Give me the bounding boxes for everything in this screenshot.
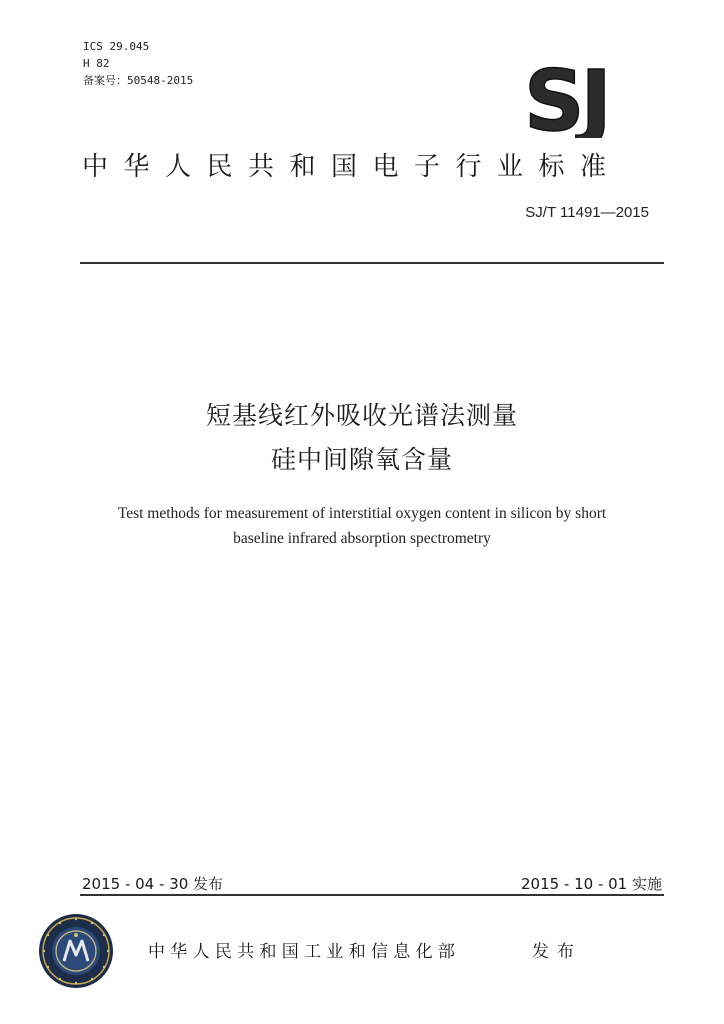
publish-date: 2015 - 04 - 30 发布 — [82, 875, 224, 893]
divider-bottom — [80, 894, 664, 896]
ics-code: ICS 29.045 — [83, 40, 150, 53]
sj-logo-icon — [520, 60, 636, 142]
standard-body-title: 中华人民共和国电子行业标准 — [82, 152, 622, 182]
issue-label: 发布 — [532, 942, 582, 962]
category-code: H 82 — [83, 57, 110, 70]
title-zh-line1: 短基线红外吸收光谱法测量 — [205, 401, 518, 430]
classification-block — [83, 38, 193, 89]
title-en-line1: Test methods for measurement of interstitial oxygen content in silicon by short — [117, 505, 607, 522]
title-zh-line2: 硅中间隙氧含量 — [270, 445, 453, 474]
effective-date: 2015 - 10 - 01 实施 — [520, 875, 662, 893]
title-en — [60, 501, 664, 551]
filing-number: 备案号：50548-2015 — [83, 74, 194, 87]
ministry-seal-icon — [38, 913, 114, 989]
divider-top — [80, 262, 664, 264]
standard-code: SJ/T 11491—2015 — [525, 204, 649, 221]
title-en-line2: baseline infrared absorption spectrometry — [233, 530, 491, 547]
issuer-name: 中华人民共和国工业和信息化部 — [148, 942, 461, 962]
svg-text:SJ: SJ — [524, 60, 608, 138]
